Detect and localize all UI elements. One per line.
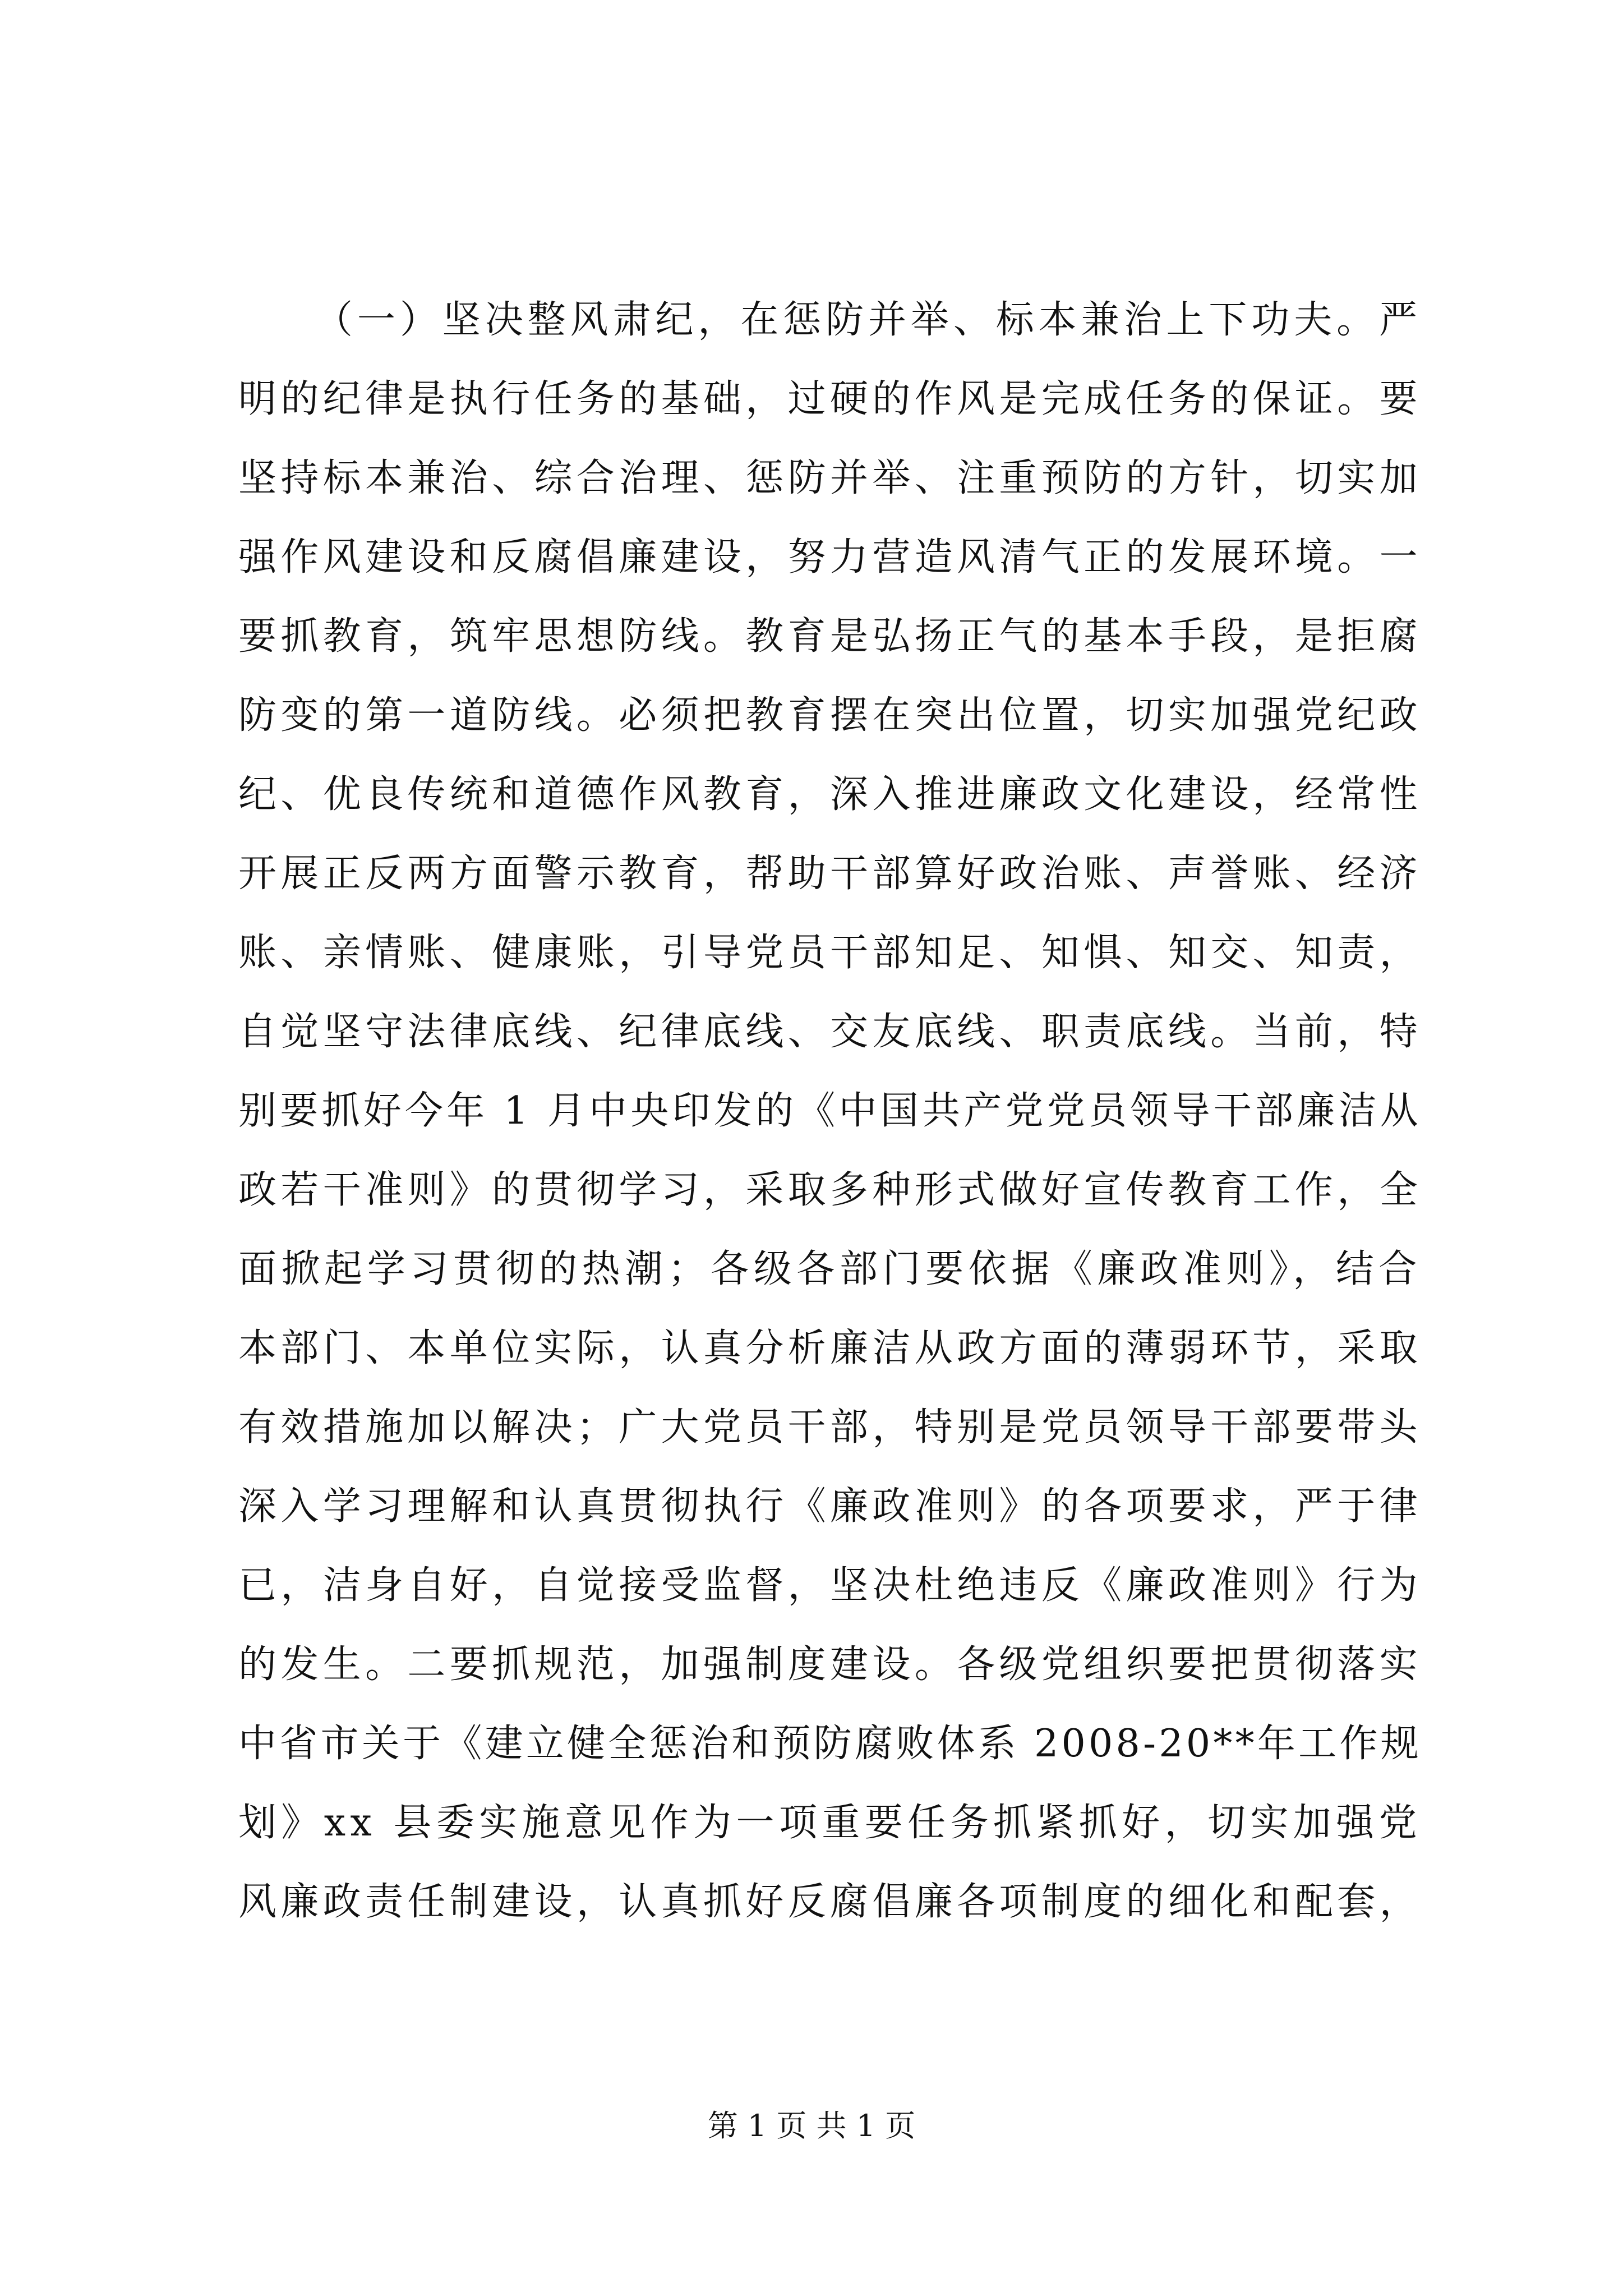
text-line: 开展正反两方面警示教育，帮助干部算好政治账、声誉账、经济	[238, 852, 1422, 896]
text-line: 政若干准则》的贯彻学习，采取多种形式做好宣传教育工作，全	[238, 1168, 1422, 1212]
text-line: 面掀起学习贯彻的热潮；各级各部门要依据《廉政准则》，结合	[238, 1247, 1422, 1291]
text-line: 要抓教育，筑牢思想防线。教育是弘扬正气的基本手段，是拒腐	[238, 614, 1422, 659]
text-line: 防变的第一道防线。必须把教育摆在突出位置，切实加强党纪政	[238, 693, 1422, 738]
text-line: 强作风建设和反腐倡廉建设，努力营造风清气正的发展环境。一	[238, 535, 1422, 579]
text-line: 本部门、本单位实际，认真分析廉洁从政方面的薄弱环节，采取	[238, 1326, 1422, 1370]
text-line: 有效措施加以解决；广大党员干部，特别是党员领导干部要带头	[238, 1405, 1422, 1450]
text-line: 已，洁身自好，自觉接受监督，坚决杜绝违反《廉政准则》行为	[238, 1563, 1422, 1608]
body-paragraph	[238, 280, 1422, 1941]
text-line: 自觉坚守法律底线、纪律底线、交友底线、职责底线。当前，特	[238, 1010, 1422, 1054]
text-line: 账、亲情账、健康账，引导党员干部知足、知惧、知交、知责，	[238, 931, 1422, 975]
text-line: 的发生。二要抓规范，加强制度建设。各级党组织要把贯彻落实	[238, 1642, 1422, 1687]
page-number-label: 第 1 页 共 1 页	[707, 2108, 916, 2143]
text-line: 深入学习理解和认真贯彻执行《廉政准则》的各项要求，严于律	[238, 1484, 1422, 1529]
text-line: 风廉政责任制建设，认真抓好反腐倡廉各项制度的细化和配套，	[238, 1880, 1422, 1924]
text-line: 中省市关于《建立健全惩治和预防腐败体系 2008-20**年工作规	[238, 1722, 1422, 1766]
text-line: 划》xx 县委实施意见作为一项重要任务抓紧抓好，切实加强党	[238, 1801, 1422, 1845]
page-footer	[0, 2106, 1623, 2146]
text-line: 明的纪律是执行任务的基础，过硬的作风是完成任务的保证。要	[238, 377, 1422, 421]
text-line: 纪、优良传统和道德作风教育，深入推进廉政文化建设，经常性	[238, 772, 1422, 817]
text-line: 坚持标本兼治、综合治理、惩防并举、注重预防的方针，切实加	[238, 456, 1422, 500]
text-line: （一）坚决整风肃纪，在惩防并举、标本兼治上下功夫。严	[315, 298, 1422, 342]
text-line: 别要抓好今年 1 月中央印发的《中国共产党党员领导干部廉洁从	[238, 1089, 1422, 1133]
